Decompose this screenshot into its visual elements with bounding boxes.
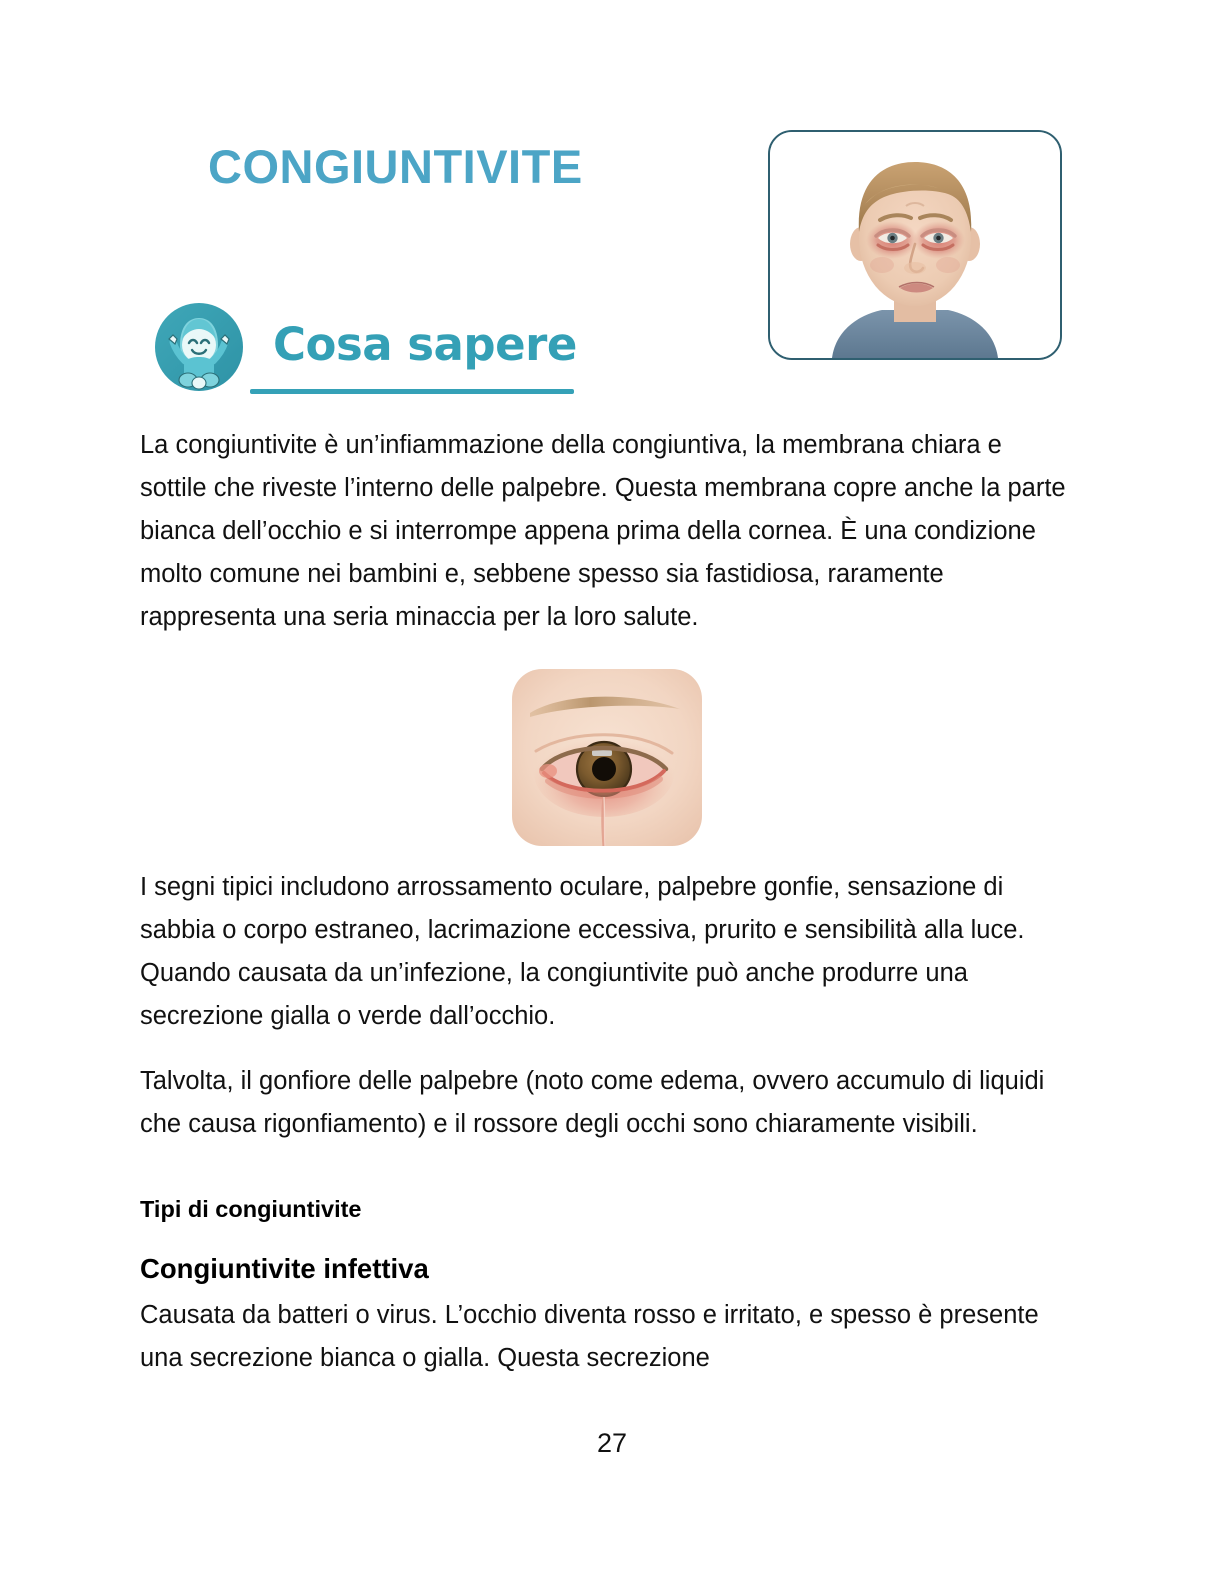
page-number: 27 (596, 1428, 628, 1458)
infective-conjunctivitis-paragraph: Causata da batteri o virus. L’occhio diventa rosso e irritato, e spesso è presente una secrezione bianca o gialla. Questa secrezione (140, 1301, 1039, 1372)
boy-photo-frame (768, 130, 1062, 360)
signs-paragraph: I segni tipici includono arrossamento oculare, palpebre gonfie, sensazione di sabbia o corpo estraneo, lacrimazione eccessiva, prurito e sensibilità alla luce. Quando causata da un’infezione, la congiuntivite può anche produrre una secrezione gialla o verde dall’occhio. (140, 873, 1025, 1030)
happy-child-circle-icon (155, 303, 243, 391)
section-underline-rule (250, 389, 574, 394)
edema-paragraph: Talvolta, il gonfiore delle palpebre (noto come edema, ovvero accumulo di liquidi che causa rigonfiamento) e il rossore degli occhi sono chiaramente visibili. (140, 1067, 1045, 1138)
boy-with-red-eyes-photo (770, 132, 1060, 358)
types-heading: Tipi di congiuntivite (140, 1196, 362, 1222)
inflamed-eye-photo (512, 669, 702, 846)
section-title: Cosa sapere (273, 318, 577, 371)
intro-paragraph: La congiuntivite è un’infiammazione della congiuntiva, la membrana chiara e sottile che riveste l’interno delle palpebre. Questa membrana copre anche la parte bianca dell’occhio e si interrompe appena prima della cornea. È una condizione molto comune nei bambini e, sebbene spesso sia fastidiosa, raramente rappresenta una seria minaccia per la loro salute. (140, 431, 1066, 631)
infective-conjunctivitis-heading: Congiuntivite infettiva (140, 1253, 429, 1284)
section-header (155, 300, 585, 412)
page-title: CONGIUNTIVITE (208, 140, 583, 193)
